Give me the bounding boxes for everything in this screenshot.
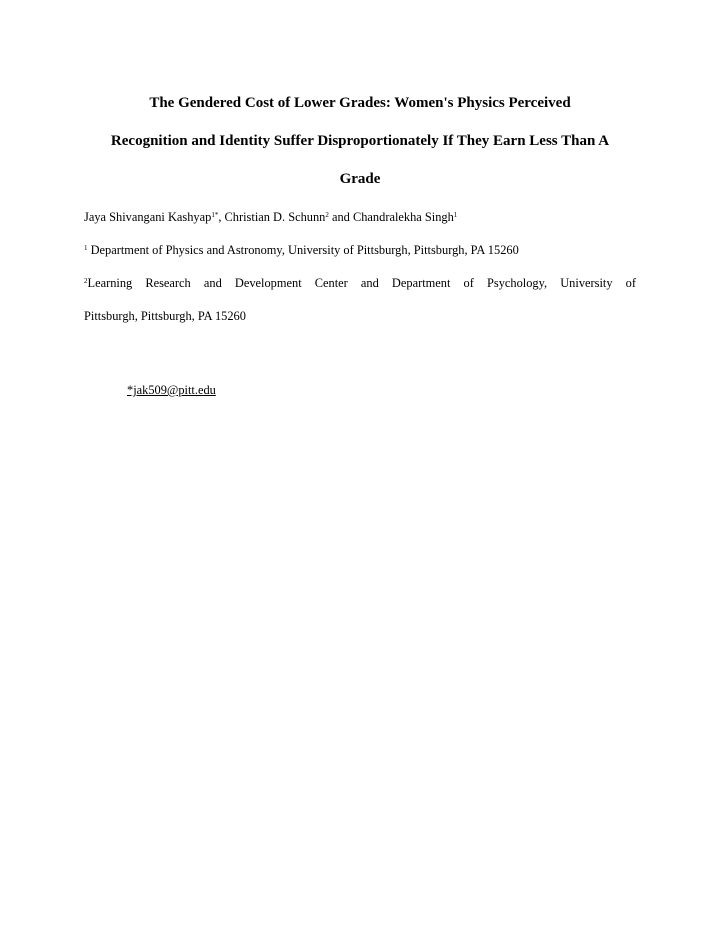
affiliation-text: Pittsburgh, Pittsburgh, PA 15260: [84, 309, 246, 323]
author-separator: ,: [218, 210, 225, 224]
author-name: Chandralekha Singh: [352, 210, 454, 224]
author-affiliation-marker: 2: [325, 211, 329, 219]
author-name: Jaya Shivangani Kashyap: [84, 210, 212, 224]
author-affiliation-marker: 1*: [211, 211, 219, 219]
affiliation-text: Department of Physics and Astronomy, University of Pittsburgh, Pittsburgh, PA 15260: [87, 243, 519, 257]
title-line-2: Recognition and Identity Suffer Disproportionately If They Earn Less Than A: [110, 133, 610, 149]
paper-title: [84, 84, 636, 198]
author-name: Christian D. Schunn: [224, 210, 326, 224]
affiliation-text: Learning Research and Development Center and Department of Psychology, University of: [87, 276, 636, 290]
contact-email-link[interactable]: *jak509@pitt.edu: [127, 383, 216, 397]
title-line-1: The Gendered Cost of Lower Grades: Women's Physics Perceived: [149, 95, 571, 111]
affiliation-2-continued: [84, 308, 636, 324]
author-affiliation-marker: 1: [453, 211, 458, 219]
affiliation-2: [84, 275, 636, 291]
title-line-3: Grade: [339, 171, 381, 187]
affiliation-marker: 2: [84, 277, 88, 285]
author-separator: and: [328, 210, 353, 224]
author-list: [84, 209, 636, 225]
affiliation-marker: 1: [84, 244, 88, 252]
affiliation-1: [84, 242, 636, 258]
